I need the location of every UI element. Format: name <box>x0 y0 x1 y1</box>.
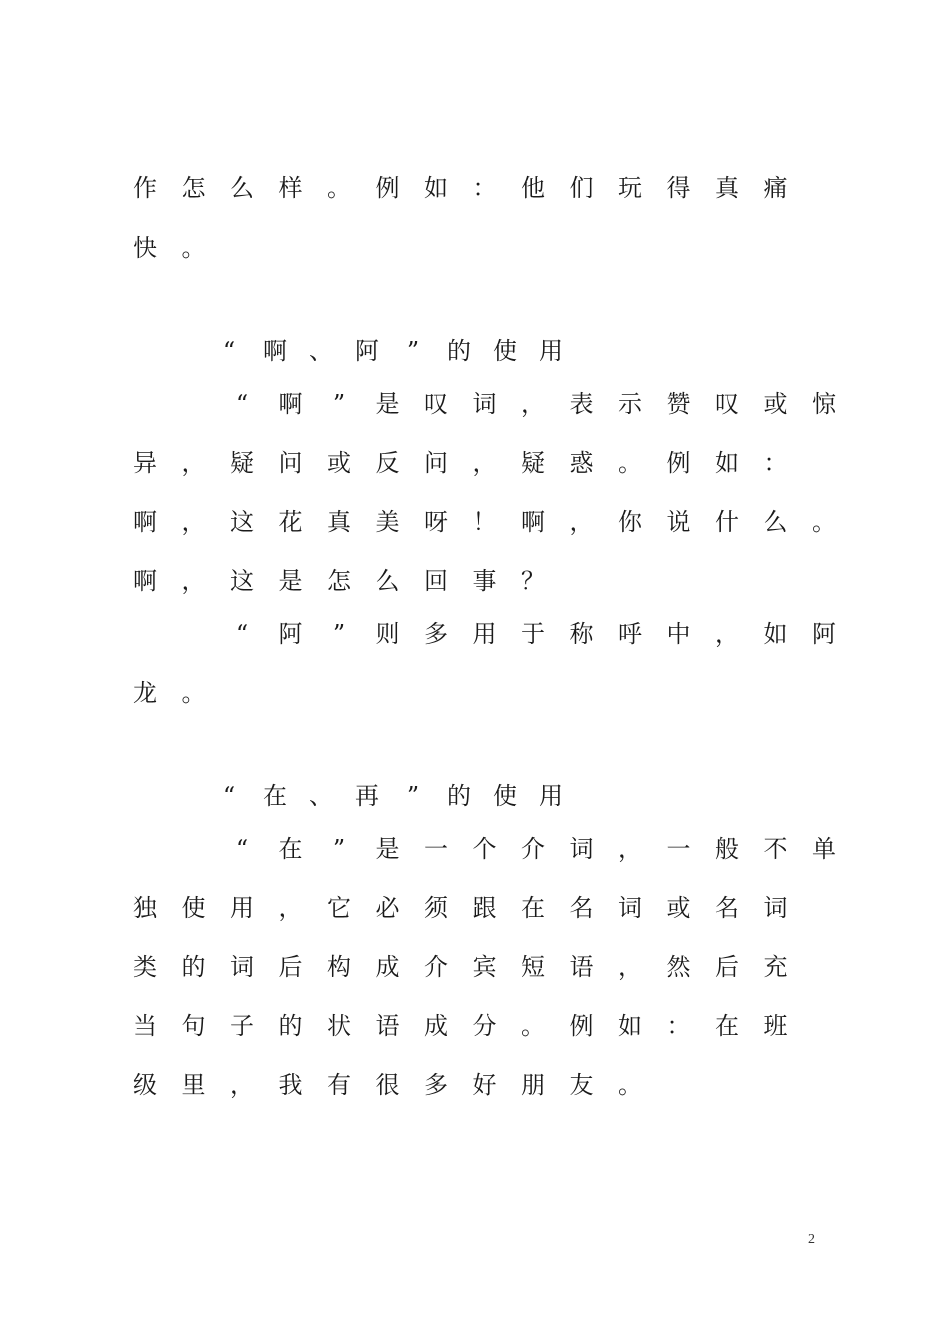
glyph: 惑 <box>569 449 594 477</box>
glyph: 独 <box>133 894 157 922</box>
glyph: ！ <box>472 508 497 536</box>
glyph: 词 <box>618 894 642 922</box>
glyph: 宾 <box>472 953 497 981</box>
glyph: 阿 <box>812 620 836 648</box>
glyph: 叹 <box>424 390 448 418</box>
glyph: 赞 <box>666 390 691 418</box>
glyph: 使 <box>493 337 517 365</box>
glyph: 你 <box>618 508 642 536</box>
glyph: 的 <box>447 337 471 365</box>
glyph: 他 <box>521 174 545 202</box>
glyph: 、 <box>309 782 333 810</box>
glyph: ， <box>181 508 206 536</box>
glyph: ， <box>278 894 303 922</box>
glyph: 名 <box>715 894 739 922</box>
glyph: 一 <box>424 835 448 863</box>
glyph: 龙 <box>133 679 157 707</box>
glyph: 啊 <box>263 337 287 365</box>
glyph: “ <box>235 390 249 418</box>
glyph: 作 <box>133 174 157 202</box>
glyph: 如 <box>763 620 788 648</box>
glyph: ， <box>181 567 206 595</box>
glyph: 花 <box>278 508 303 536</box>
glyph: 我 <box>278 1071 303 1099</box>
glyph: 呀 <box>424 508 448 536</box>
glyph: 得 <box>666 174 691 202</box>
glyph: 真 <box>327 508 351 536</box>
glyph: 当 <box>133 1012 157 1040</box>
glyph: 啊 <box>133 508 157 536</box>
glyph: 们 <box>569 174 594 202</box>
glyph: 么 <box>763 508 788 536</box>
glyph: “ <box>235 835 249 863</box>
glyph: 、 <box>309 337 333 365</box>
glyph: “ <box>235 620 249 648</box>
glyph: 。 <box>181 234 206 262</box>
glyph: 疑 <box>521 449 545 477</box>
glyph: 叹 <box>715 390 739 418</box>
glyph: 问 <box>278 449 303 477</box>
glyph: 。 <box>327 174 351 202</box>
glyph: ： <box>763 449 788 477</box>
glyph: 阿 <box>278 620 303 648</box>
glyph: 痛 <box>763 174 788 202</box>
glyph: 在 <box>715 1012 739 1040</box>
glyph: 不 <box>763 835 788 863</box>
glyph: 构 <box>327 953 351 981</box>
glyph: 多 <box>424 620 448 648</box>
glyph: 示 <box>618 390 642 418</box>
glyph: 反 <box>375 449 400 477</box>
glyph: 疑 <box>230 449 254 477</box>
glyph: 怎 <box>181 174 206 202</box>
glyph: ” <box>406 337 420 365</box>
glyph: 或 <box>327 449 351 477</box>
glyph: 词 <box>472 390 497 418</box>
glyph: 么 <box>375 567 400 595</box>
glyph: 中 <box>666 620 691 648</box>
glyph: 必 <box>375 894 400 922</box>
glyph: 是 <box>375 835 400 863</box>
glyph: 。 <box>181 679 206 707</box>
glyph: 介 <box>521 835 545 863</box>
glyph: ” <box>406 782 420 810</box>
glyph: 很 <box>375 1071 400 1099</box>
glyph: 然 <box>666 953 691 981</box>
glyph: 在 <box>521 894 545 922</box>
glyph: 的 <box>447 782 471 810</box>
glyph: 介 <box>424 953 448 981</box>
glyph: 后 <box>278 953 303 981</box>
glyph: 如 <box>715 449 739 477</box>
glyph: 用 <box>230 894 254 922</box>
glyph: ， <box>618 953 642 981</box>
glyph: 。 <box>812 508 836 536</box>
glyph: 类 <box>133 953 157 981</box>
glyph: 例 <box>666 449 691 477</box>
glyph: 样 <box>278 174 303 202</box>
glyph: 如 <box>424 174 448 202</box>
glyph: 用 <box>539 782 563 810</box>
glyph: ” <box>332 835 346 863</box>
glyph: 须 <box>424 894 448 922</box>
glyph: “ <box>222 337 236 365</box>
glyph: 于 <box>521 620 545 648</box>
glyph: ， <box>181 449 206 477</box>
glyph: 如 <box>618 1012 642 1040</box>
glyph: 成 <box>424 1012 448 1040</box>
glyph: 句 <box>181 1012 206 1040</box>
glyph: 啊 <box>133 567 157 595</box>
glyph: 。 <box>618 1071 642 1099</box>
glyph: 的 <box>278 1012 303 1040</box>
glyph: 是 <box>375 390 400 418</box>
glyph: 回 <box>424 567 448 595</box>
glyph: 问 <box>424 449 448 477</box>
page-number: 2 <box>808 1232 815 1247</box>
glyph: 语 <box>569 953 594 981</box>
glyph: 使 <box>493 782 517 810</box>
glyph: 快 <box>133 234 157 262</box>
glyph: 么 <box>230 174 254 202</box>
glyph: 分 <box>472 1012 497 1040</box>
glyph: 在 <box>263 782 287 810</box>
glyph: 说 <box>666 508 691 536</box>
glyph: 呼 <box>618 620 642 648</box>
glyph: 好 <box>472 1071 497 1099</box>
glyph: 个 <box>472 835 497 863</box>
glyph: 再 <box>355 782 379 810</box>
glyph: 的 <box>181 953 206 981</box>
glyph: 称 <box>569 620 594 648</box>
glyph: ” <box>332 390 346 418</box>
glyph: ， <box>618 835 642 863</box>
glyph: 啊 <box>521 508 545 536</box>
glyph: 玩 <box>618 174 642 202</box>
glyph: ， <box>569 508 594 536</box>
glyph: ， <box>715 620 739 648</box>
glyph: 它 <box>327 894 351 922</box>
glyph: 短 <box>521 953 545 981</box>
glyph: 事 <box>472 567 497 595</box>
glyph: 美 <box>375 508 400 536</box>
glyph: 班 <box>763 1012 788 1040</box>
glyph: 什 <box>715 508 739 536</box>
glyph: 怎 <box>327 567 351 595</box>
glyph: 啊 <box>278 390 303 418</box>
glyph: 跟 <box>472 894 497 922</box>
glyph: 惊 <box>812 390 836 418</box>
glyph: 在 <box>278 835 303 863</box>
glyph: 用 <box>472 620 497 648</box>
glyph: 词 <box>230 953 254 981</box>
glyph: 充 <box>763 953 788 981</box>
glyph: 例 <box>375 174 400 202</box>
glyph: ， <box>230 1071 254 1099</box>
glyph: “ <box>222 782 236 810</box>
glyph: 多 <box>424 1071 448 1099</box>
glyph: 一 <box>666 835 691 863</box>
glyph: ： <box>472 174 497 202</box>
glyph: 或 <box>763 390 788 418</box>
glyph: 后 <box>715 953 739 981</box>
glyph: 表 <box>569 390 594 418</box>
glyph: 则 <box>375 620 400 648</box>
glyph: 阿 <box>355 337 379 365</box>
glyph: 使 <box>181 894 206 922</box>
glyph: 真 <box>715 174 739 202</box>
glyph: 或 <box>666 894 691 922</box>
glyph: 状 <box>327 1012 351 1040</box>
glyph: 例 <box>569 1012 594 1040</box>
glyph: ： <box>666 1012 691 1040</box>
glyph: 词 <box>763 894 788 922</box>
glyph: ， <box>521 390 545 418</box>
glyph: ” <box>332 620 346 648</box>
glyph: 朋 <box>521 1071 545 1099</box>
glyph: 单 <box>812 835 836 863</box>
glyph: 子 <box>230 1012 254 1040</box>
glyph: 异 <box>133 449 157 477</box>
glyph: 有 <box>327 1071 351 1099</box>
glyph: 名 <box>569 894 594 922</box>
glyph: 般 <box>715 835 739 863</box>
glyph: 这 <box>230 508 254 536</box>
glyph: 。 <box>521 1012 545 1040</box>
glyph: 是 <box>278 567 303 595</box>
glyph: 这 <box>230 567 254 595</box>
glyph: 用 <box>539 337 563 365</box>
glyph: 语 <box>375 1012 400 1040</box>
glyph: 友 <box>569 1071 594 1099</box>
glyph: 级 <box>133 1071 157 1099</box>
glyph: ？ <box>521 567 545 595</box>
glyph: 里 <box>181 1071 206 1099</box>
glyph: 成 <box>375 953 400 981</box>
glyph: ， <box>472 449 497 477</box>
glyph: 。 <box>618 449 642 477</box>
glyph: 词 <box>569 835 594 863</box>
